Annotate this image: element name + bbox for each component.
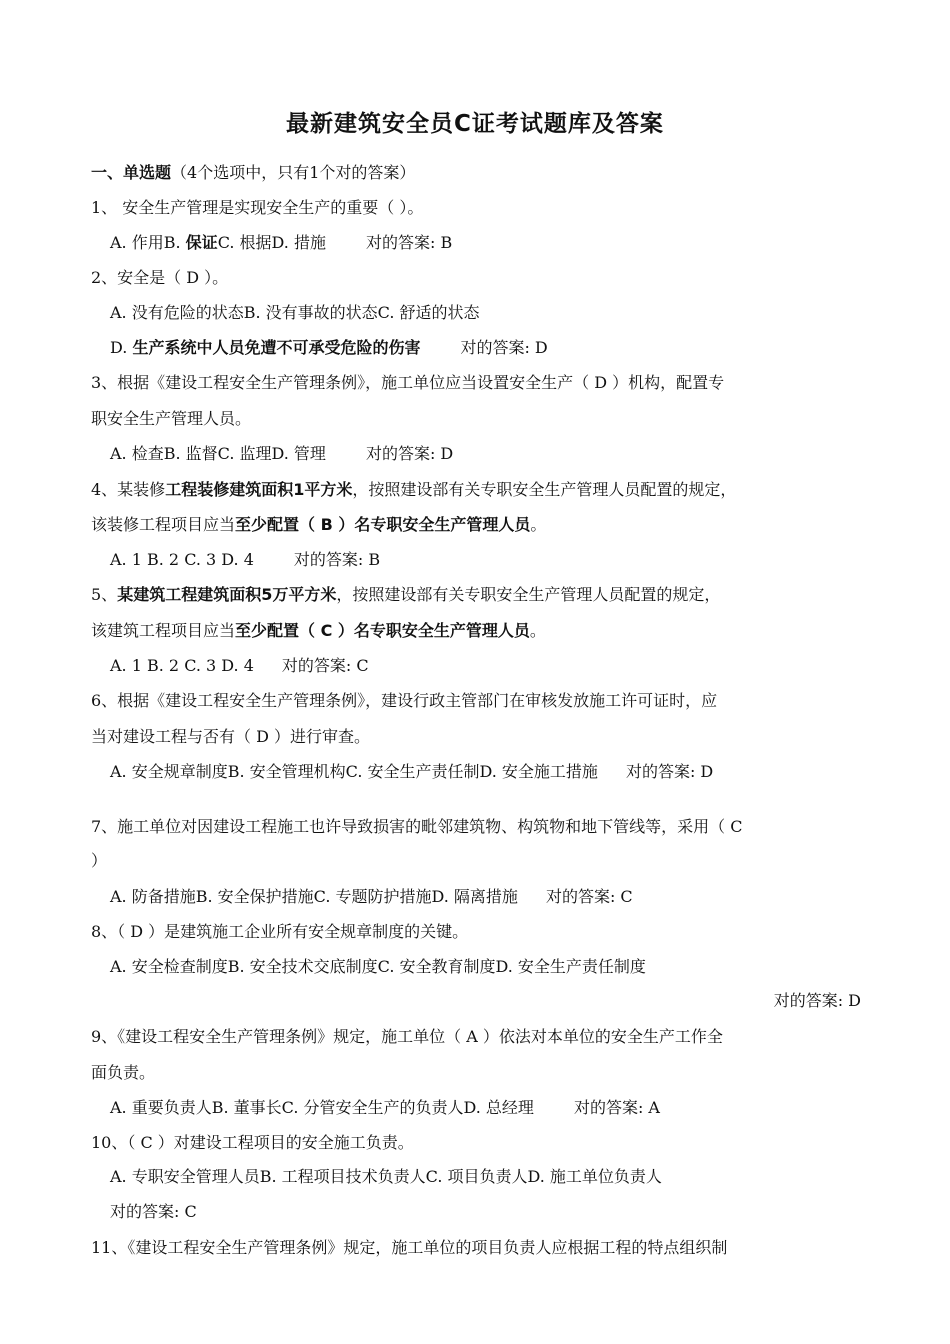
document-title: 最新建筑安全员C证考试题库及答案 [286, 111, 664, 137]
question-6-options: A. 安全规章制度B. 安全管理机构C. 安全生产责任制D. 安全施工措施 对的答案: D [110, 762, 714, 781]
question-6-line-1: 6、根据《建设工程安全生产管理条例》，建设行政主管部门在审核发放施工许可证时，应 [91, 691, 718, 710]
question-9-options: A. 重要负责人B. 董事长C. 分管安全生产的负责人D. 总经理 对的答案: A [110, 1098, 660, 1117]
section-heading [91, 162, 861, 184]
question-7-line-1: 7、施工单位对因建设工程施工也许导致损害的毗邻建筑物、构筑物和地下管线等，采用（ C [91, 817, 743, 836]
question-5-answer: 对的答案: C [281, 656, 369, 675]
question-1-options: A. 作用B. 保证C. 根据D. 措施 对的答案: B [110, 233, 453, 252]
question-2-answer: 对的答案: D [460, 338, 548, 357]
question-2: 2、安全是（ D ）。 [91, 268, 229, 287]
question-3-answer: 对的答案: D [365, 444, 454, 463]
question-2-options: A. 没有危险的状态B. 没有事故的状态C. 舒适的状态 [110, 303, 480, 322]
question-10-options: A. 专职安全管理人员B. 工程项目技术负责人C. 项目负责人D. 施工单位负责人 [110, 1167, 662, 1186]
question-6-answer: 对的答案: D [625, 762, 714, 781]
question-8: 8、（ D ）是建筑施工企业所有安全规章制度的关键。 [91, 922, 469, 941]
question-10: 10、（ C ）对建设工程项目的安全施工负责。 [91, 1133, 414, 1152]
question-9-line-1: 9、《建设工程安全生产管理条例》规定，施工单位（ A ）依法对本单位的安全生产工作全 [91, 1027, 723, 1046]
question-4-options: A. 1 B. 2 C. 3 D. 4 对的答案: B [110, 550, 381, 569]
question-6-line-2: 当对建设工程与否有（ D ）进行审查。 [91, 727, 371, 746]
question-7-options: A. 防备措施B. 安全保护措施C. 专题防护措施D. 隔离措施 对的答案: C [110, 887, 633, 906]
question-3-line-1: 3、根据《建设工程安全生产管理条例》，施工单位应当设置安全生产（ D ）机构，配置专 [91, 373, 725, 392]
question-4-line-1: 4、某装修工程装修建筑面积1平方米，按照建设部有关专职安全生产管理人员配置的规定， [91, 480, 737, 499]
question-5-options: A. 1 B. 2 C. 3 D. 4 对的答案: C [110, 656, 369, 675]
question-1-answer: 对的答案: B [365, 233, 453, 252]
question-11-line-1: 11、《建设工程安全生产管理条例》规定，施工单位的项目负责人应根据工程的特点组织制 [91, 1238, 728, 1257]
question-9-answer: 对的答案: A [573, 1098, 660, 1117]
question-10-answer: 对的答案: C [110, 1202, 197, 1221]
question-1: 1、 安全生产管理是实现安全生产的重要（ ）。 [91, 198, 424, 217]
question-7-answer: 对的答案: C [545, 887, 633, 906]
question-5-line-1: 5、某建筑工程建筑面积5万平方米，按照建设部有关专职安全生产管理人员配置的规定， [91, 585, 721, 604]
question-4-line-2: 该装修工程项目应当至少配置（ B ）名专职安全生产管理人员。 [91, 515, 547, 534]
section-note: （4个选项中，只有1个对的答案） [171, 163, 416, 182]
question-9-line-2: 面负责。 [91, 1063, 156, 1082]
section-label: 一、单选题 [91, 163, 172, 182]
question-2-options-d: D. 生产系统中人员免遭不可承受危险的伤害 对的答案: D [110, 338, 548, 357]
question-7-line-2: ） [91, 851, 108, 870]
question-8-options: A. 安全检查制度B. 安全技术交底制度C. 安全教育制度D. 安全生产责任制度 [110, 957, 646, 976]
question-3-options: A. 检查B. 监督C. 监理D. 管理 对的答案: D [110, 444, 454, 463]
question-4-answer: 对的答案: B [293, 550, 381, 569]
question-5-line-2: 该建筑工程项目应当至少配置（ C ）名专职安全生产管理人员。 [91, 621, 546, 640]
question-3-line-2: 职安全生产管理人员。 [91, 409, 252, 428]
question-8-answer: 对的答案: D [773, 991, 861, 1010]
